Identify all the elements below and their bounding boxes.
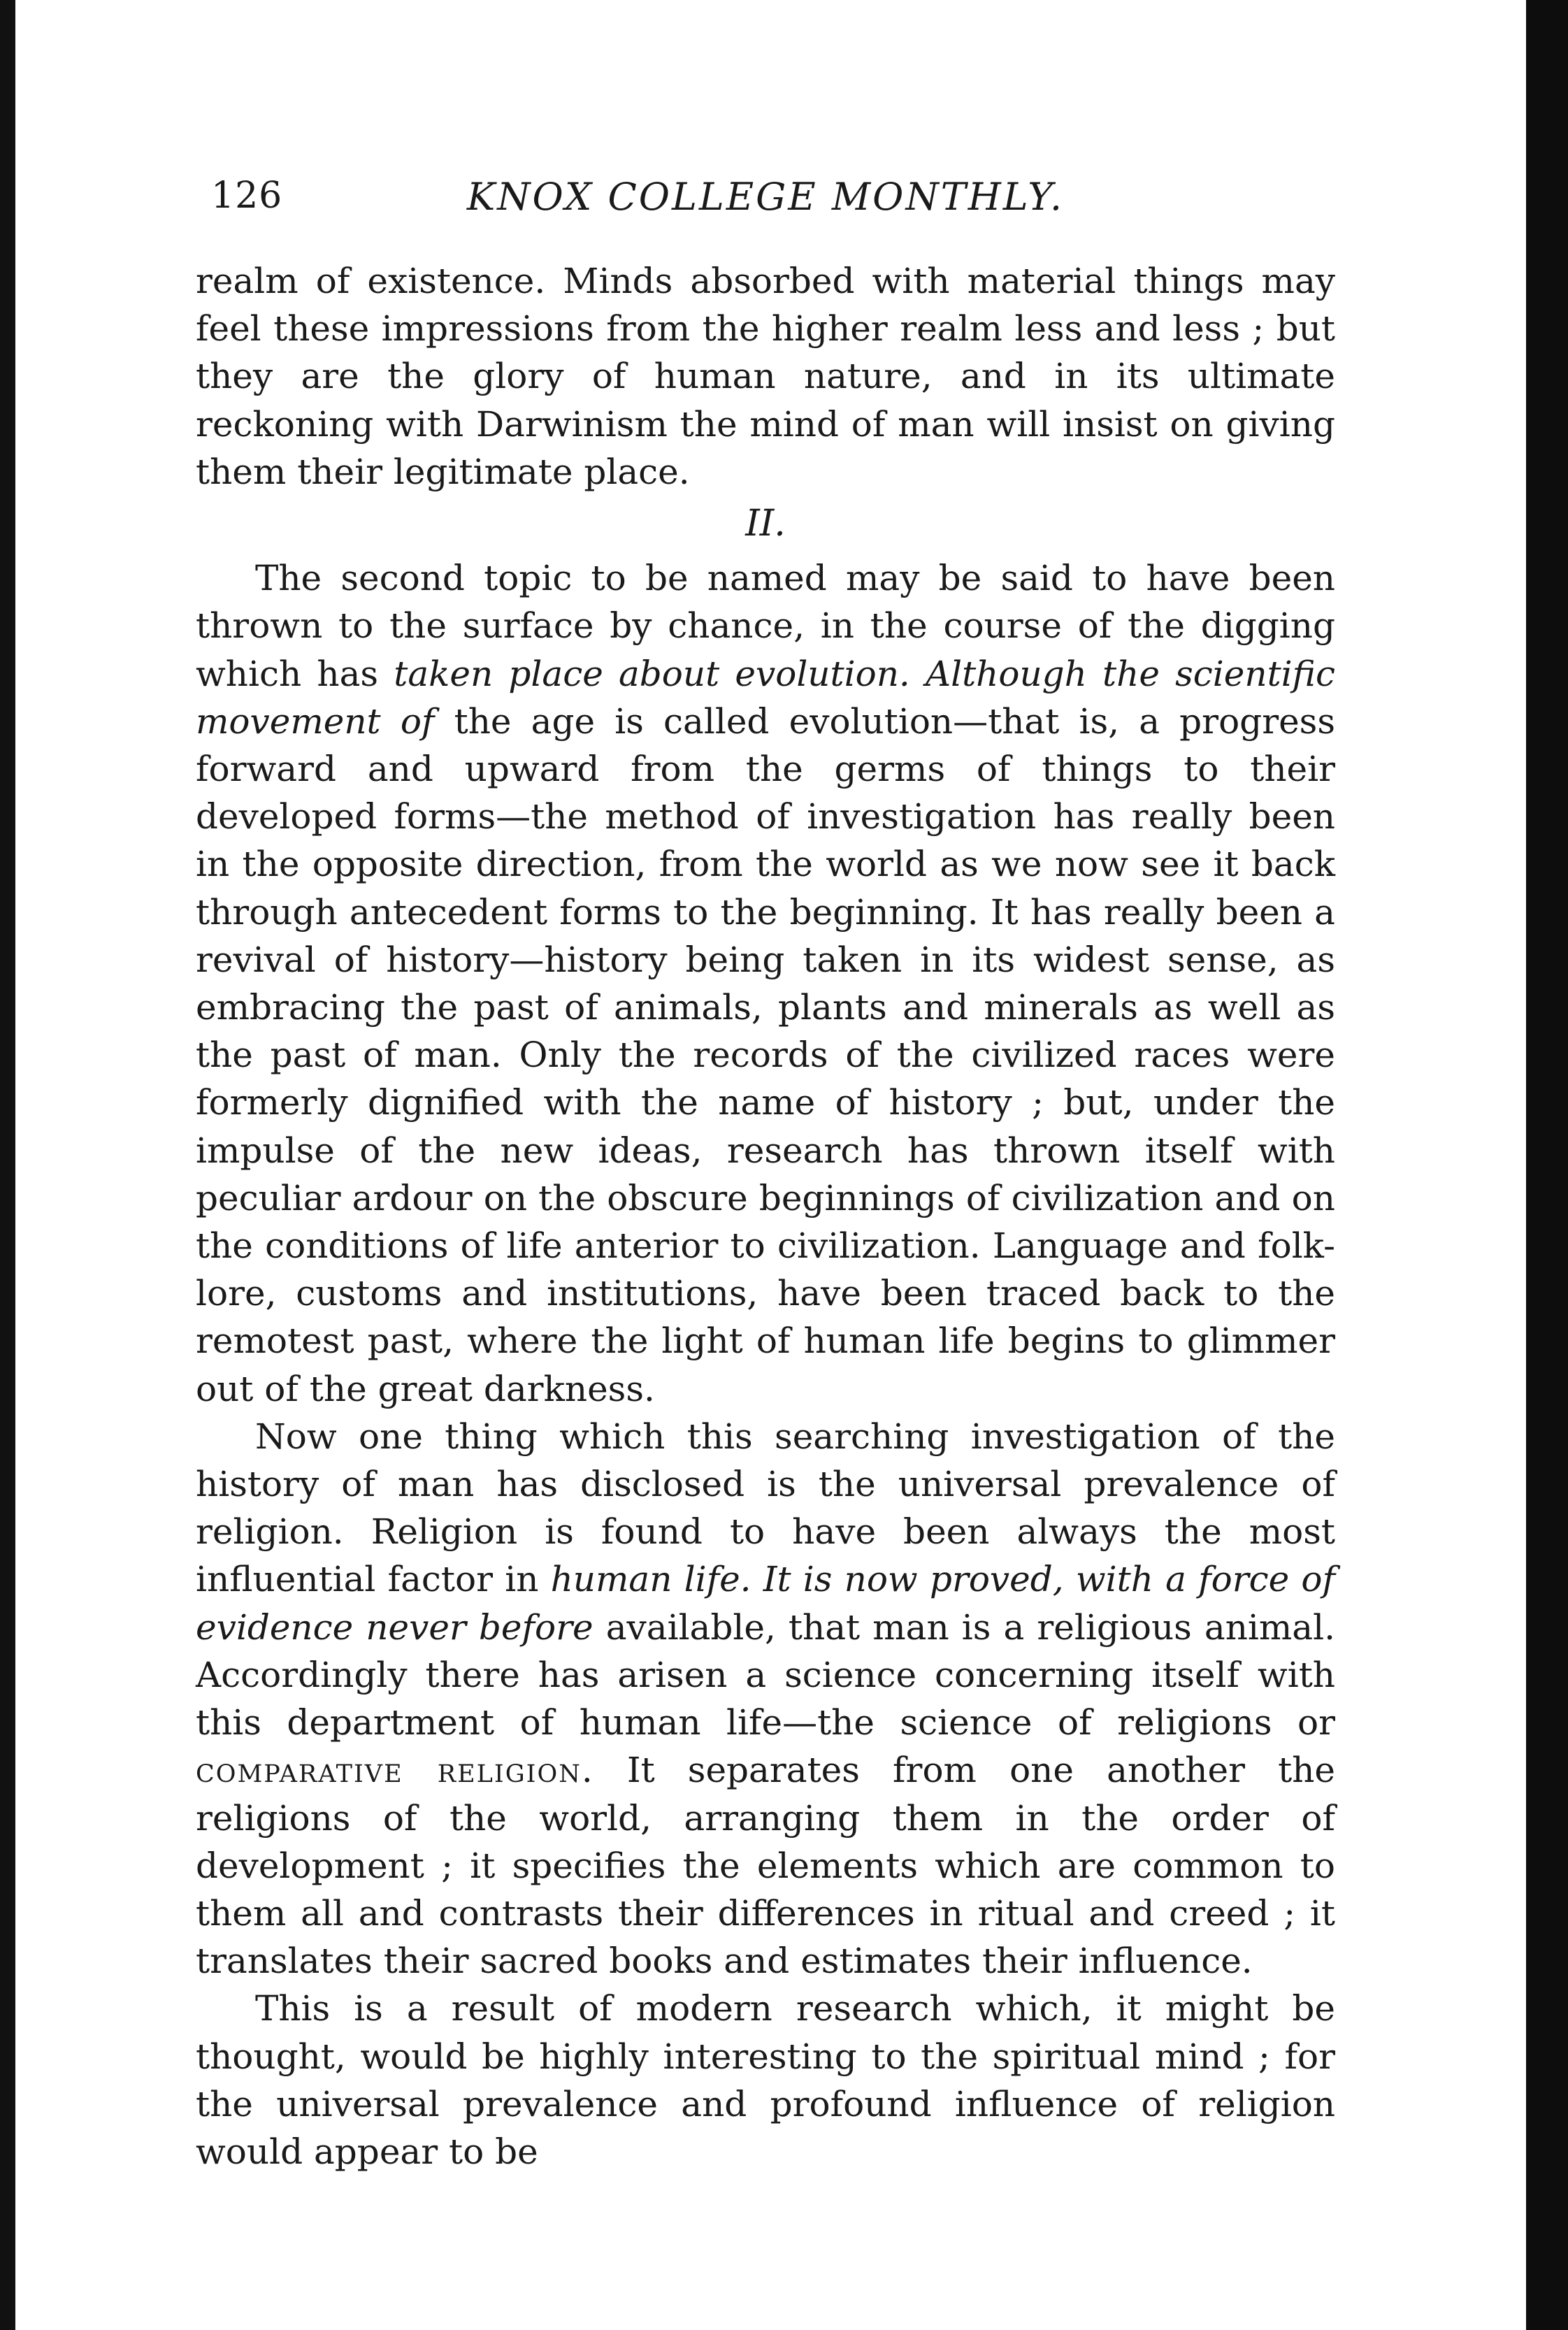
paragraph-text: It separates from one another the religions of the world, arranging them in the order of development ; it specifies the elements which are common to them all and contrasts their differences in ritual and creed ; it translates their sacred books and estimates their influence.: [196, 1750, 1335, 1982]
paragraph-modern-research: This is a result of modern research which, it might be thought, would be highly interesting to the spiritual mind ; for the universal prevalence and profound influence of religion would appear to be: [196, 1988, 1335, 2172]
paragraph-second-topic: [196, 554, 1335, 1413]
page-header: [196, 175, 1335, 238]
scan-edge-left: [0, 0, 15, 2330]
paragraph-text: Now one thing which this searching investigation of the history of man has disclosed is the universal prevalence of religion. Religion is found to have been always the most influential factor in: [196, 1416, 1335, 1600]
italic-text: human life. It is now proved, with a force of evidence never before: [196, 1559, 1335, 1648]
page-body: [196, 175, 1335, 2176]
italic-text: taken place about evolution. Although the scientific movement of: [196, 653, 1336, 742]
running-title: KNOX COLLEGE MONTHLY.: [466, 175, 1065, 219]
scan-edge-right: [1526, 0, 1568, 2330]
paragraph-text: The second topic to be named may be said to have been thrown to the surface by chance, in the course of the digging which has: [196, 558, 1335, 694]
page-number: 126: [211, 175, 283, 217]
paragraph-religion: [196, 1413, 1335, 1985]
small-caps-term: comparative religion.: [196, 1750, 594, 1791]
paragraph-continuation: realm of existence. Minds absorbed with material things may feel these impressions from the higher realm less and less ; but they are the glory of human nature, and in its ultimate reckoning with Darwinism the mind of man will insist on giving them their legitimate place.: [196, 261, 1335, 492]
paragraph-text: available, that man is a religious animal. Accordingly there has arisen a science concerning itself with this department of human life—the science of religions or: [196, 1606, 1335, 1743]
paragraph-text: the age is called evolution—that is, a progress forward and upward from the germs of things to their developed forms—the method of investigation has really been in the opposite direction, from the world as we now see it back through antecedent forms to the beginning. It has really been a revival of history—history being taken in its widest sense, as embracing the past of animals, plants and minerals as well as the past of man. Only the records of the civilized races were formerly dignified with the name of history ; but, under the impulse of the new ideas, research has thrown itself with peculiar ardour on the obscure beginnings of civilization and on the conditions of life anterior to civilization. Language and folk-lore, customs and institutions, have been traced back to the remotest past, where the light of human life begins to glimmer out of the great darkness.: [196, 700, 1335, 1409]
section-numeral: II.: [745, 503, 786, 545]
